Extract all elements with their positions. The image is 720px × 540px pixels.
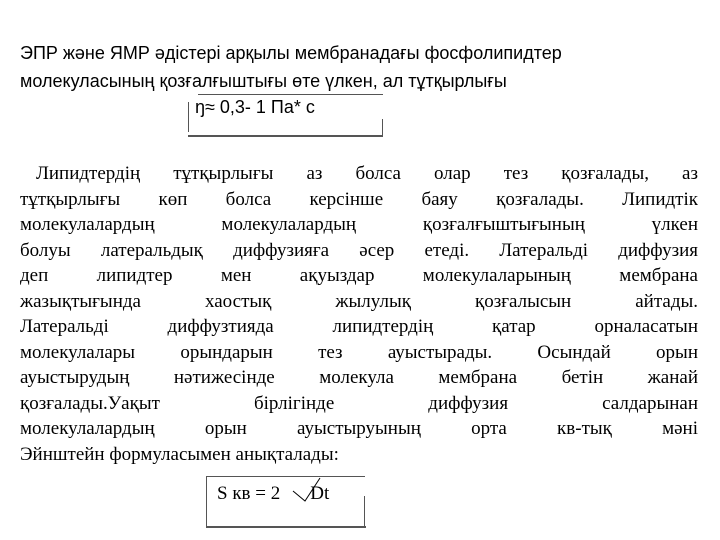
- intro-line-1: ЭПР және ЯМР әдістері арқылы мембранадағы фосфолипидтер: [20, 43, 562, 63]
- diffusion-formula-left: S кв = 2: [217, 483, 281, 504]
- paragraph-line: жазықтығында хаостық жылулық қозғалысын айтады.: [20, 290, 698, 312]
- intro-line-2: молекуласының қозғалғыштығы өте үлкен, ал тұтқырлығы: [20, 71, 507, 91]
- paragraph-line: молекулалардың орын ауыстыруының орта кв-тық мәні: [20, 418, 698, 439]
- paragraph-line: қозғалады.Уақыт бірлігінде диффузия салдарынан: [20, 392, 698, 414]
- viscosity-formula-box: [188, 94, 384, 138]
- diffusion-formula-right: Dt: [310, 483, 330, 504]
- box-border-top: [198, 94, 383, 95]
- paragraph-line: болуы латеральдық диффузияға әсер етеді. Латеральді диффузия: [20, 239, 698, 261]
- paragraph-line: ауыстырудың нәтижесінде молекула мембрана бетін жанай: [20, 367, 698, 388]
- paragraph-line: Латеральді диффузтияда липидтердің қатар орналасатын: [20, 316, 698, 337]
- paragraph-line: деп липидтер мен ақуыздар молекулаларының мембрана: [20, 265, 698, 286]
- box-border-bottom: [188, 135, 383, 137]
- diffusion-formula: [217, 483, 329, 505]
- diffusion-formula-box: [206, 476, 366, 528]
- viscosity-formula: ŋ≈ 0,3- 1 Па* с: [195, 97, 315, 117]
- box-border-left: [188, 102, 189, 132]
- body-paragraph: [20, 161, 698, 467]
- paragraph-line: молекулалардың молекулалардың қозғалғыштығының үлкен: [20, 214, 698, 235]
- paragraph-line: тұтқырлығы көп болса керсінше баяу қозғалады. Липидтік: [20, 188, 698, 210]
- box-border-right: [382, 119, 383, 136]
- paragraph-line: Эйнштейн формуласымен анықталады:: [20, 443, 339, 465]
- paragraph-line: Липидтердің тұтқырлығы аз болса олар тез қозғалады, аз: [36, 163, 698, 184]
- paragraph-line: молекулалары орындарын тез ауыстырады. Осындай орын: [20, 341, 698, 363]
